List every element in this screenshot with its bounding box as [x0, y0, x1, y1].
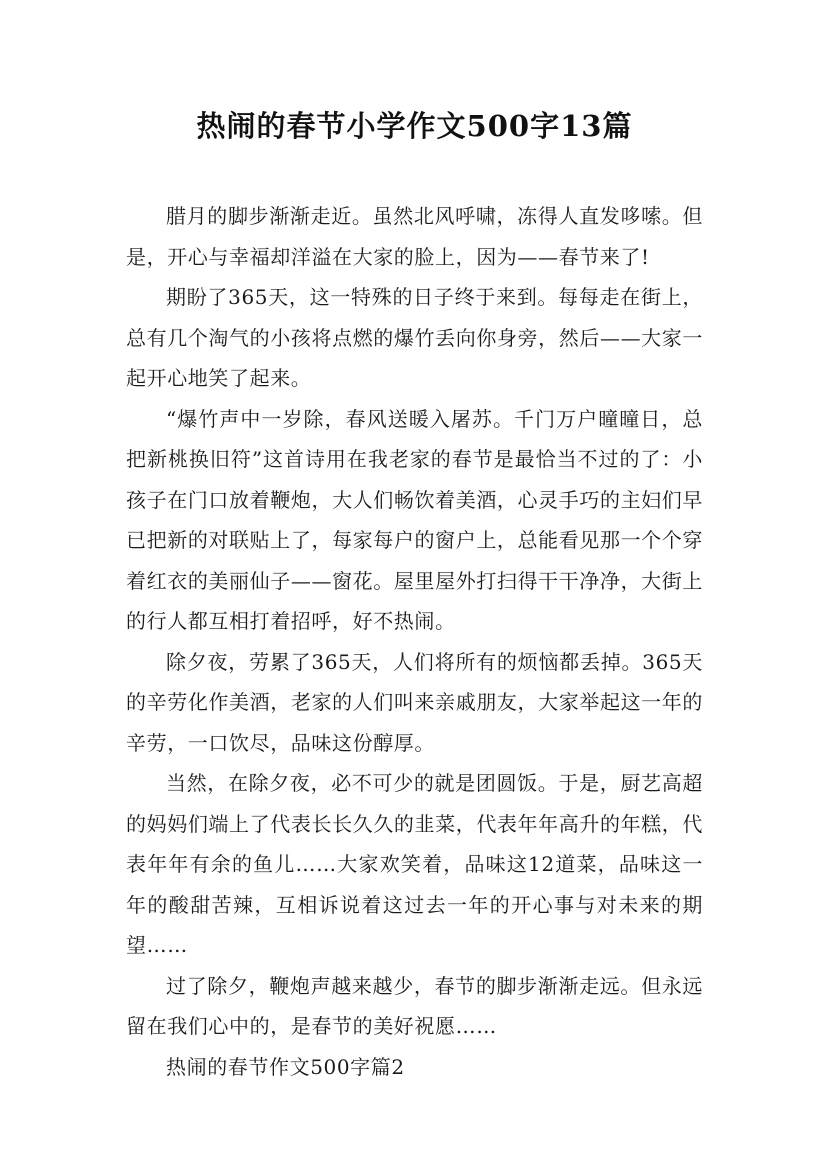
- paragraph-4: 除夕夜，劳累了365天，人们将所有的烦恼都丢掉。365天的辛劳化作美酒，老家的人们叫来亲戚朋友，大家举起这一年的辛劳，一口饮尽，品味这份醇厚。: [126, 649, 703, 755]
- document-title: 热闹的春节小学作文500字13篇: [196, 109, 633, 143]
- paragraph-2: 期盼了365天，这一特殊的日子终于来到。每每走在街上，总有几个淘气的小孩将点燃的爆竹丢向你身旁，然后——大家一起开心地笑了起来。: [126, 285, 703, 390]
- paragraph-1: 腊月的脚步渐渐走近。虽然北风呼啸，冻得人直发哆嗦。但是，开心与幸福却洋溢在大家的脸上，因为——春节来了!: [126, 204, 703, 269]
- paragraph-6: 过了除夕，鞭炮声越来越少，春节的脚步渐渐走远。但永远留在我们心中的，是春节的美好祝愿……: [126, 973, 703, 1038]
- document-body: [126, 196, 703, 1087]
- paragraph-3: “爆竹声中一岁除，春风送暖入屠苏。千门万户曈曈日，总把新桃换旧符”这首诗用在我老家的春节是最恰当不过的了：小孩子在门口放着鞭炮，大人们畅饮着美酒，心灵手巧的主妇们早已把新的对联贴上了，每家每户的窗户上，总能看见那一个个穿着红衣的美丽仙子——窗花。屋里屋外打扫得干干净净，大街上的行人都互相打着招呼，好不热闹。: [126, 406, 703, 633]
- section-heading-2: 热闹的春节作文500字篇2: [166, 1054, 405, 1079]
- paragraph-5: 当然，在除夕夜，必不可少的就是团圆饭。于是，厨艺高超的妈妈们端上了代表长长久久的韭菜，代表年年高升的年糕，代表年年有余的鱼儿……大家欢笑着，品味这12道菜，品味这一年的酸甜苦辣，互相诉说着这过去一年的开心事与对未来的期望……: [126, 771, 703, 957]
